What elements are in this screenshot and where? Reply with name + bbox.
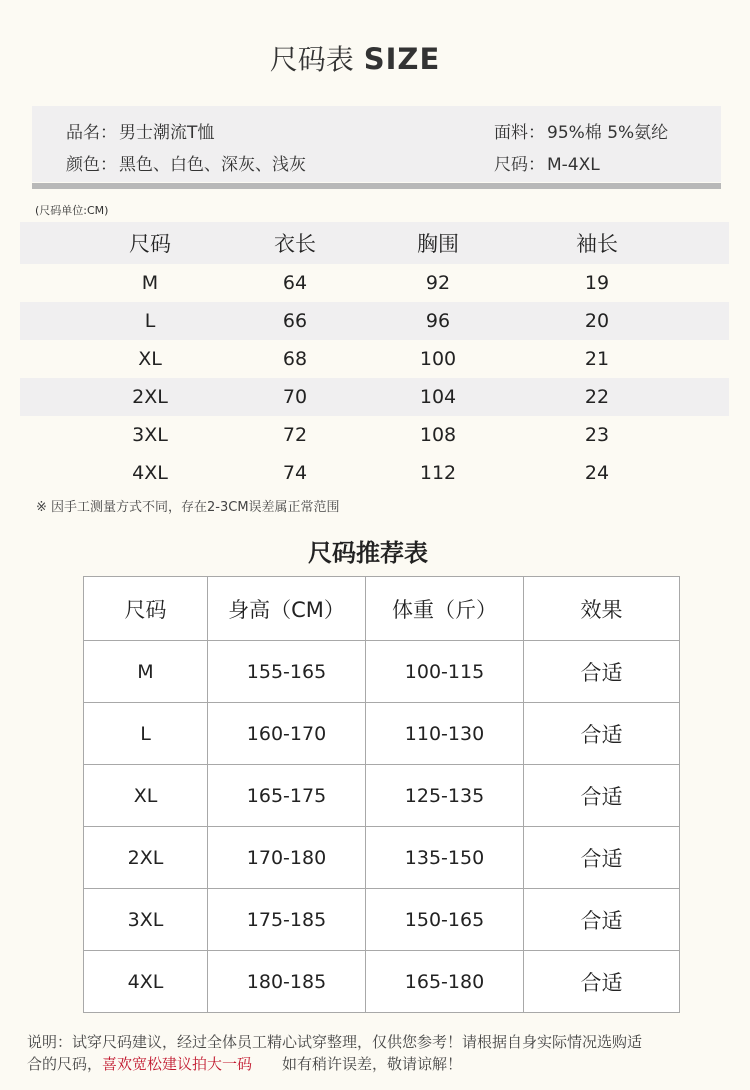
product-name [66, 118, 214, 143]
rec-weight-cell: 110-130 [366, 703, 524, 765]
product-sizes-value: M-4XL [547, 155, 600, 175]
footer-line-2 [27, 1053, 732, 1075]
rec-weight-cell: 125-135 [366, 765, 524, 827]
size-table-header-cell: 胸围 [417, 232, 459, 256]
rec-weight-cell: 100-115 [366, 641, 524, 703]
page-title [0, 38, 710, 78]
rec-height-cell: 155-165 [208, 641, 366, 703]
chest-cell: 108 [419, 424, 457, 446]
size-table-row [20, 378, 729, 416]
product-colors-label: 颜色： [66, 155, 117, 175]
chest-cell: 104 [419, 386, 457, 408]
footer-line-1: 说明：试穿尺码建议，经过全体员工精心试穿整理，仅供您参考！请根据自身实际情况选购适 [27, 1033, 643, 1051]
size-table-row [20, 340, 729, 378]
rec-fit-cell: 合适 [524, 703, 680, 765]
title-cn: 尺码表 [269, 43, 354, 76]
product-colors [66, 150, 306, 175]
rec-table-row [84, 951, 680, 1013]
sleeve-cell: 20 [584, 310, 610, 332]
size-table-header-cell: 尺码 [129, 232, 171, 256]
size-table-header-cell: 衣长 [274, 232, 316, 256]
rec-fit-cell: 合适 [524, 827, 680, 889]
sleeve-cell: 22 [584, 386, 610, 408]
chest-cell: 92 [425, 272, 451, 294]
rec-size-cell: 3XL [84, 889, 208, 951]
size-table-row [20, 264, 729, 302]
measurement-note: ※ 因手工测量方式不同，存在2-3CM误差属正常范围 [36, 500, 340, 515]
rec-table-header [84, 577, 680, 641]
size-cell: M [141, 272, 159, 294]
rec-height-cell: 160-170 [208, 703, 366, 765]
product-info-box [32, 106, 721, 182]
chest-cell: 96 [425, 310, 451, 332]
footer-line-2-end: 如有稍许误差，敬请谅解！ [282, 1055, 463, 1073]
rec-header-cell: 身高（CM） [208, 577, 366, 641]
size-table-row [20, 416, 729, 454]
size-cell: L [144, 310, 156, 332]
chest-cell: 112 [419, 462, 457, 484]
rec-table-row [84, 703, 680, 765]
length-cell: 74 [282, 462, 308, 484]
length-cell: 70 [282, 386, 308, 408]
rec-table-row [84, 889, 680, 951]
rec-fit-cell: 合适 [524, 889, 680, 951]
length-cell: 68 [282, 348, 308, 370]
rec-fit-cell: 合适 [524, 951, 680, 1013]
rec-table-row [84, 765, 680, 827]
product-fabric [494, 118, 668, 143]
recommendation-table [83, 576, 680, 1013]
rec-fit-cell: 合适 [524, 765, 680, 827]
rec-size-cell: M [84, 641, 208, 703]
rec-height-cell: 175-185 [208, 889, 366, 951]
rec-size-cell: 2XL [84, 827, 208, 889]
size-table-row [20, 302, 729, 340]
sleeve-cell: 19 [584, 272, 610, 294]
size-table-header-cell: 袖长 [576, 232, 618, 256]
rec-weight-cell: 135-150 [366, 827, 524, 889]
product-name-label: 品名： [66, 123, 117, 143]
product-sizes-label: 尺码： [494, 155, 545, 175]
info-divider-bar [32, 183, 721, 189]
rec-height-cell: 170-180 [208, 827, 366, 889]
rec-table-row [84, 827, 680, 889]
size-cell: 4XL [132, 462, 168, 484]
rec-table-row [84, 641, 680, 703]
product-name-value: 男士潮流T恤 [119, 123, 215, 143]
unit-note: (尺码单位:CM) [35, 204, 109, 217]
product-fabric-label: 面料： [494, 123, 545, 143]
rec-height-cell: 165-175 [208, 765, 366, 827]
rec-weight-cell: 150-165 [366, 889, 524, 951]
rec-height-cell: 180-185 [208, 951, 366, 1013]
length-cell: 64 [282, 272, 308, 294]
rec-fit-cell: 合适 [524, 641, 680, 703]
rec-header-cell: 尺码 [84, 577, 208, 641]
size-table-row [20, 454, 729, 492]
sleeve-cell: 23 [584, 424, 610, 446]
size-table-header [20, 222, 729, 264]
size-cell: 2XL [132, 386, 168, 408]
product-sizes [494, 150, 600, 175]
sleeve-cell: 21 [584, 348, 610, 370]
rec-header-cell: 体重（斤） [366, 577, 524, 641]
size-cell: XL [138, 348, 162, 370]
footer-note [27, 1031, 732, 1075]
size-cell: 3XL [132, 424, 168, 446]
rec-header-cell: 效果 [524, 577, 680, 641]
footer-highlight: 喜欢宽松建议拍大一码 [102, 1055, 253, 1073]
rec-weight-cell: 165-180 [366, 951, 524, 1013]
product-fabric-value: 95%棉 5%氨纶 [547, 123, 669, 143]
rec-size-cell: 4XL [84, 951, 208, 1013]
length-cell: 66 [282, 310, 308, 332]
chest-cell: 100 [419, 348, 457, 370]
length-cell: 72 [282, 424, 308, 446]
title-en: SIZE [363, 42, 441, 76]
recommendation-title: 尺码推荐表 [308, 539, 428, 567]
product-colors-value: 黑色、白色、深灰、浅灰 [119, 155, 306, 175]
sleeve-cell: 24 [584, 462, 610, 484]
footer-line-2-start: 合的尺码， [27, 1055, 103, 1073]
rec-size-cell: L [84, 703, 208, 765]
rec-size-cell: XL [84, 765, 208, 827]
